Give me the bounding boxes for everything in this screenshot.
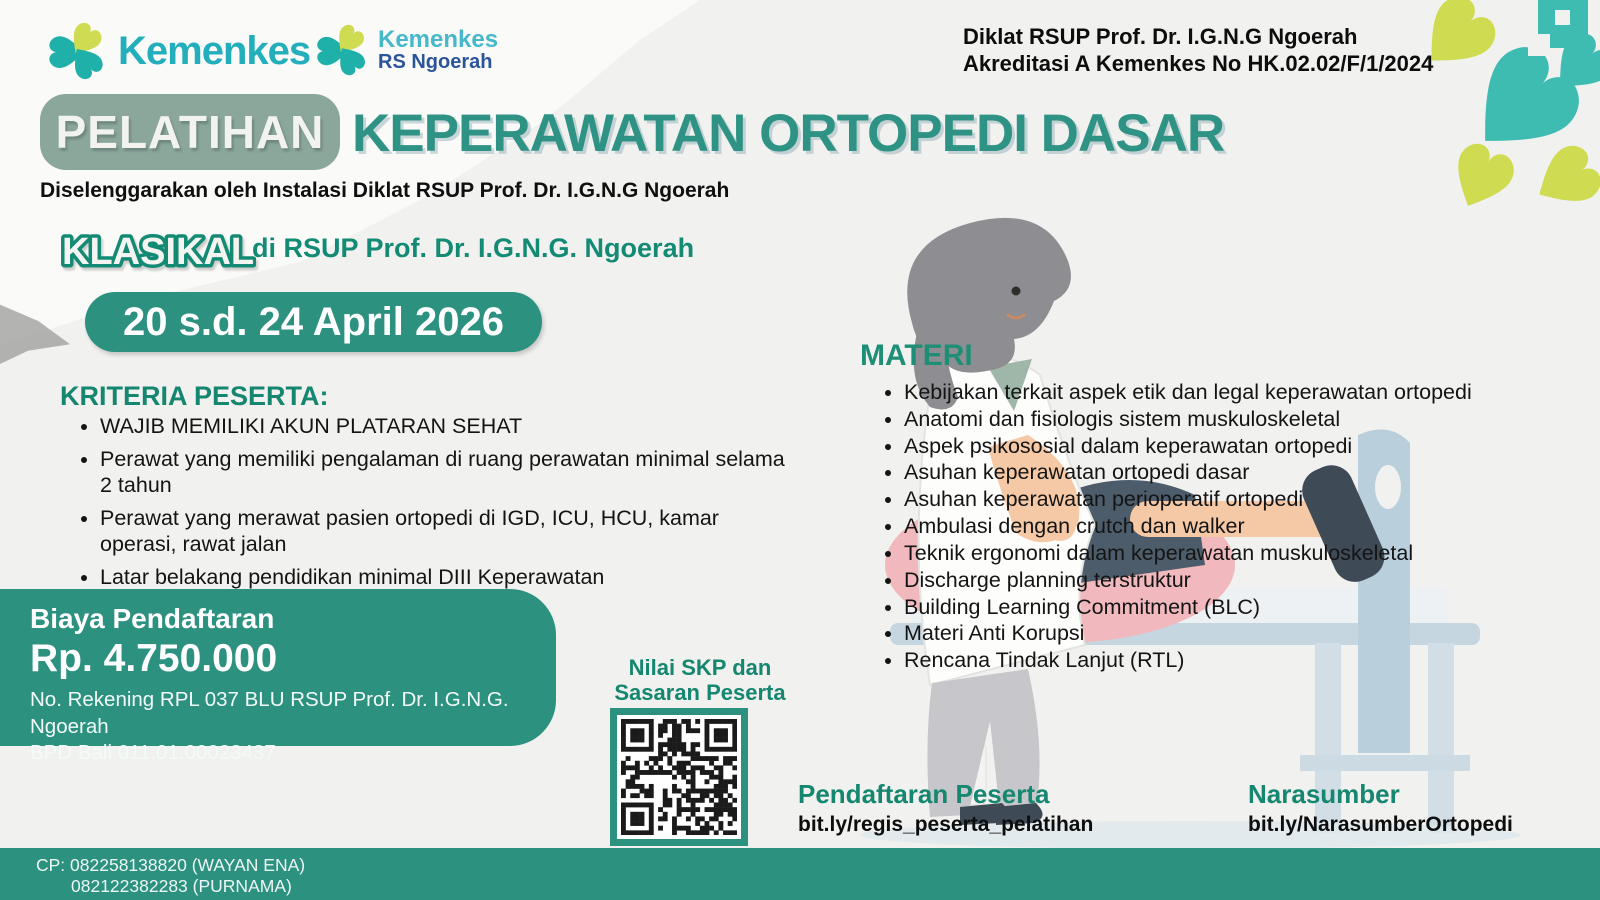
kemenkes-flower-icon <box>48 22 106 80</box>
kemenkes-logo <box>48 22 310 80</box>
materi-item: • Teknik ergonomi dalam keperawatan muskuloskeletal <box>904 540 1600 566</box>
poster-title: KEPERAWATAN ORTOPEDI DASAR <box>352 104 1225 163</box>
contact-line2: 082122382283 (PURNAMA) <box>71 876 292 896</box>
bed-shelf <box>1300 755 1470 771</box>
nurse-eye <box>1012 287 1021 296</box>
materi-item: • Asuhan keperawatan ortopedi dasar <box>904 459 1600 485</box>
narasumber-link-block <box>1248 779 1513 837</box>
pelatihan-badge-label: PELATIHAN <box>55 106 325 158</box>
materi-heading: MATERI <box>860 339 973 372</box>
materi-item: • Ambulasi dengan crutch dan walker <box>904 513 1600 539</box>
narasumber-link-url[interactable]: bit.ly/NarasumberOrtopedi <box>1248 813 1513 836</box>
materi-item: • Asuhan keperawatan perioperatif ortopedi <box>904 486 1600 512</box>
accreditation-line1: Diklat RSUP Prof. Dr. I.G.N.G Ngoerah <box>963 24 1358 49</box>
pelatihan-badge <box>40 94 340 170</box>
registration-link-block <box>798 779 1093 837</box>
accreditation-text <box>963 24 1433 78</box>
rs-ngoerah-logo-line2: RS Ngoerah <box>378 51 493 74</box>
training-location: di RSUP Prof. Dr. I.G.N.G. Ngoerah <box>252 233 695 263</box>
kriteria-item: • Perawat yang memiliki pengalaman di ruang perawatan minimal selama 2 tahun <box>100 446 800 498</box>
kriteria-item: • WAJIB MEMILIKI AKUN PLATARAN SEHAT <box>100 413 800 439</box>
accreditation-line2: Akreditasi A Kemenkes No HK.02.02/F/1/2024 <box>963 50 1434 76</box>
kemenkes-wordmark: Kemenkes <box>118 28 311 73</box>
materi-item: • Discharge planning terstruktur <box>904 567 1600 593</box>
kriteria-heading: KRITERIA PESERTA: <box>60 381 329 411</box>
kriteria-list <box>78 413 800 597</box>
kriteria-item: • Perawat yang merawat pasien ortopedi di IGD, ICU, HCU, kamar operasi, rawat jalan <box>100 505 800 557</box>
rs-ngoerah-logo-line1: Kemenkes <box>378 25 499 53</box>
kriteria-item: • Latar belakang pendidikan minimal DIII Keperawatan <box>100 564 800 590</box>
materi-item: • Aspek psikososial dalam keperawatan ortopedi <box>904 433 1600 459</box>
corner-petal-decoration <box>1400 0 1600 210</box>
bank-account-line2: BPD Bali 011.01.00023437 <box>30 741 276 765</box>
date-banner <box>85 292 542 352</box>
materi-item: • Rencana Tindak Lanjut (RTL) <box>904 647 1600 673</box>
skp-qr-label-line2: Sasaran Peserta <box>614 680 786 706</box>
materi-item: • Kebijakan terkait aspek etik dan legal keperawatan ortopedi <box>904 379 1600 405</box>
materi-item: • Materi Anti Korupsi <box>904 620 1600 646</box>
rs-ngoerah-logo <box>316 24 498 76</box>
kemenkes-flower-icon <box>316 24 368 76</box>
registration-fee-box <box>0 589 556 765</box>
qr-code-image <box>621 719 737 835</box>
qr-code-skp[interactable] <box>610 708 748 846</box>
skp-qr-label-line1: Nilai SKP dan <box>628 655 772 680</box>
materi-item: • Building Learning Commitment (BLC) <box>904 594 1600 620</box>
klasikal-badge-label: KLASIKAL <box>62 231 255 273</box>
date-banner-text: 20 s.d. 24 April 2026 <box>123 299 504 344</box>
klasikal-badge <box>56 222 256 278</box>
contact-footer-bar <box>0 848 1600 900</box>
registration-link-label: Pendaftaran Peserta <box>798 779 1050 809</box>
materi-list <box>880 379 1600 674</box>
organizer-line: Diselenggarakan oleh Instalasi Diklat RSUP Prof. Dr. I.G.N.G Ngoerah <box>40 179 730 202</box>
bank-account-line1: No. Rekening RPL 037 BLU RSUP Prof. Dr. I.G.N.G. Ngoerah <box>30 688 509 738</box>
fee-amount: Rp. 4.750.000 <box>30 637 278 680</box>
bank-account-info <box>30 687 556 767</box>
registration-link-url[interactable]: bit.ly/regis_peserta_pelatihan <box>798 813 1094 836</box>
fee-heading: Biaya Pendaftaran <box>30 603 275 634</box>
contact-line1: CP: 082258138820 (WAYAN ENA) <box>36 855 306 875</box>
materi-item: • Anatomi dan fisiologis sistem muskuloskeletal <box>904 406 1600 432</box>
narasumber-link-label: Narasumber <box>1248 779 1400 809</box>
